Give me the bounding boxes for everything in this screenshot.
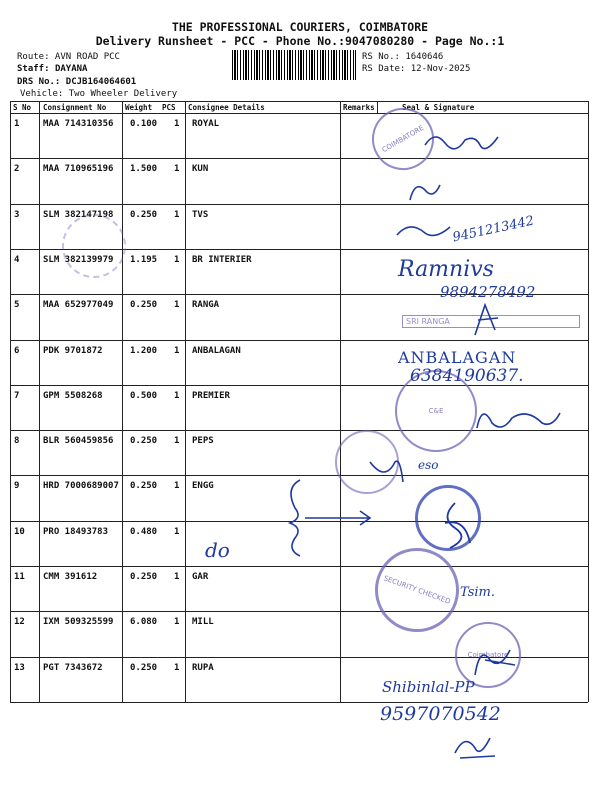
row-weight: 1.200 (130, 345, 158, 356)
row-consignee: PREMIER (192, 390, 230, 401)
signature-row2 (405, 175, 445, 205)
row-consignee: PEPS (192, 436, 214, 447)
signature-row3 (395, 215, 455, 245)
signature-row12 (470, 640, 520, 680)
row-sno: 9 (14, 481, 20, 492)
table-top-border (10, 101, 588, 102)
right-border (588, 101, 589, 702)
handwritten-note-row10: do (205, 538, 230, 562)
row-consignee: TVS (192, 209, 209, 220)
row-consignee: RANGA (192, 300, 220, 311)
row-weight: 0.500 (130, 390, 158, 401)
row-consignment: GPM 5508268 (43, 390, 103, 401)
row-consignee: ROYAL (192, 119, 220, 129)
row-weight: 1.195 (130, 254, 158, 265)
row-pcs: 1 (174, 300, 180, 311)
handwritten-name-row13: Shibinlal-PP (382, 678, 475, 696)
staff-label: Staff: (17, 64, 50, 74)
row-sno: 5 (14, 300, 20, 311)
divider-consignee (340, 101, 341, 702)
row-sno: 3 (14, 209, 20, 220)
route-label: Route: AVN ROAD PCC (17, 52, 120, 62)
seal-stamp-row11: SECURITY CHECKED (363, 536, 471, 644)
handwritten-phone-row5: 9894278492 (440, 283, 536, 301)
row-consignment: SLM 382139979 (43, 254, 114, 265)
row-divider (10, 702, 588, 703)
row-pcs: 1 (174, 345, 180, 356)
row-weight: 0.250 (130, 572, 158, 582)
row-divider (10, 340, 588, 341)
col-remarks: Remarks (343, 103, 375, 112)
handwritten-note-row8: eso (418, 458, 439, 472)
row-consignment: MAA 710965196 (43, 164, 114, 175)
row-consignee: MILL (192, 617, 214, 628)
signature-row5 (470, 300, 500, 340)
vehicle-label: Vehicle: Two Wheeler Delivery (20, 89, 178, 99)
divider-remarks-header (377, 101, 378, 113)
row-weight: 0.250 (130, 481, 158, 492)
row-pcs: 1 (174, 572, 180, 582)
row-weight: 0.250 (130, 300, 158, 311)
row-divider (10, 204, 588, 205)
col-consignee: Consignee Details (188, 103, 265, 112)
row-divider (10, 475, 588, 476)
handwritten-note-row11: Tsim. (460, 585, 496, 600)
row-consignment: HRD 7000689007 (43, 481, 119, 492)
row-consignment: MAA 652977049 (43, 300, 114, 311)
row-consignee: ANBALAGAN (192, 345, 241, 356)
col-weight: Weight (125, 103, 153, 112)
row-pcs: 1 (174, 662, 180, 673)
row-consignee: ENGG (192, 481, 214, 492)
divider-consignment (122, 101, 123, 702)
row-pcs: 1 (174, 436, 180, 447)
signature-row9 (435, 498, 475, 553)
row-pcs: 1 (174, 526, 180, 537)
row-consignment: CMM 391612 (43, 572, 98, 582)
row-divider (10, 158, 588, 159)
brace-mark-row10 (245, 478, 375, 558)
signature-bottom (450, 728, 500, 763)
row-sno: 11 (14, 572, 25, 582)
left-border (10, 101, 11, 702)
row-sno: 7 (14, 390, 20, 401)
sheet-title: Delivery Runsheet - PCC - Phone No.:9047080280 - Page No.:1 (95, 34, 505, 48)
faint-stamp (62, 214, 126, 278)
drs-label: DRS No.: (17, 77, 61, 87)
handwritten-name-row5: Ramnivs (398, 257, 494, 282)
row-pcs: 1 (174, 481, 180, 492)
row-consignee: GAR (192, 572, 209, 582)
row-pcs: 1 (174, 164, 180, 175)
row-sno: 4 (14, 254, 20, 265)
row-pcs: 1 (174, 209, 180, 220)
row-weight: 0.250 (130, 436, 158, 447)
handwritten-phone-row13: 9597070542 (380, 703, 501, 725)
row-weight: 6.080 (130, 617, 158, 628)
row-sno: 8 (14, 436, 20, 447)
row-sno: 1 (14, 119, 20, 129)
col-seal-signature: Seal & Signature (402, 103, 475, 112)
row-consignment: IXM 509325599 (43, 617, 114, 628)
signature-row1 (420, 125, 500, 155)
barcode (232, 50, 356, 80)
row-pcs: 1 (174, 617, 180, 628)
row-consignment: SLM 382147198 (43, 209, 114, 220)
handwritten-phone-row3: 9451213442 (451, 213, 536, 246)
company-title: THE PROFESSIONAL COURIERS, COIMBATORE (171, 20, 429, 34)
row-consignment: MAA 714310356 (43, 119, 114, 129)
row-sno: 2 (14, 164, 20, 175)
row-sno: 13 (14, 662, 25, 673)
row-sno: 10 (14, 526, 25, 537)
row-consignment: PGT 7343672 (43, 662, 103, 673)
staff-value: DAYANA (54, 64, 88, 74)
row-weight: 0.250 (130, 662, 158, 673)
handwritten-phone-row6: 6384190637. (410, 366, 524, 386)
row-weight: 0.100 (130, 119, 158, 129)
row-weight: 0.480 (130, 526, 158, 537)
handwritten-name-row6: ANBALAGAN (398, 348, 517, 367)
header-bottom-border (10, 113, 588, 114)
row-consignment: PRO 18493783 (43, 526, 109, 537)
col-consignment: Consignment No (43, 103, 107, 112)
rect-stamp-row5: SRI RANGA (402, 315, 580, 328)
row-weight: 1.500 (130, 164, 158, 175)
seal-stamp-row7: C&E (395, 370, 477, 452)
rs-date: RS Date: 12-Nov-2025 (362, 64, 471, 74)
seal-stamp-row12: Coimbatore (455, 622, 521, 688)
drs-line (17, 77, 136, 88)
row-pcs: 1 (174, 119, 180, 129)
row-pcs: 1 (174, 254, 180, 265)
row-weight: 0.250 (130, 209, 158, 220)
rs-number: RS No.: 1640646 (362, 52, 444, 62)
row-consignment: PDK 9701872 (43, 345, 103, 356)
row-consignment: BLR 560459856 (43, 436, 114, 447)
row-consignee: RUPA (192, 662, 214, 673)
row-consignee: BR INTERIER (192, 254, 252, 265)
drs-value: DCJB164064601 (65, 77, 137, 87)
col-pcs: PCS (162, 103, 176, 112)
divider-sno (39, 101, 40, 702)
row-pcs: 1 (174, 390, 180, 401)
divider-pcs (185, 101, 186, 702)
row-sno: 12 (14, 617, 25, 628)
row-consignee: KUN (192, 164, 209, 175)
staff-line (17, 64, 87, 75)
seal-stamp-row1: COIMBATORE (361, 97, 446, 182)
row-divider (10, 611, 588, 612)
row-divider (10, 566, 588, 567)
col-sno: S No (13, 103, 32, 112)
signature-row7 (472, 398, 562, 438)
row-sno: 6 (14, 345, 20, 356)
